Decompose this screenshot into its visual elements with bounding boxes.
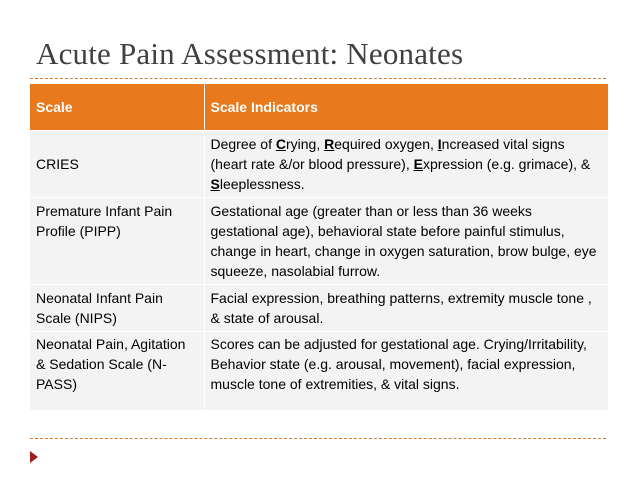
title-divider: [30, 78, 606, 79]
indicator-text: rying,: [286, 136, 325, 152]
table-header-row: [30, 84, 608, 131]
indicator-highlight-letter: C: [275, 136, 286, 152]
table-row: [30, 285, 608, 332]
indicator-highlight-letter: R: [324, 136, 335, 152]
scale-name: Neonatal Infant Pain Scale (NIPS): [30, 285, 204, 332]
scale-indicators: Scores can be adjusted for gestational age. Crying/Irritability, Behavior state (e.g. arousal, movement), facial expression, muscle tone of extremities, & vital signs.: [204, 332, 608, 411]
indicator-highlight-letter: S: [210, 176, 220, 192]
bottom-divider: [30, 438, 606, 439]
scale-name: Premature Infant Pain Profile (PIPP): [30, 198, 204, 285]
scale-name: Neonatal Pain, Agitation & Sedation Scale (N-PASS): [30, 332, 204, 411]
triangle-bullet-icon: [30, 451, 38, 463]
indicator-text: equired oxygen,: [334, 136, 438, 152]
indicator-text: leeplessness.: [219, 176, 305, 192]
scale-name: CRIES: [30, 131, 204, 198]
scale-indicators: [204, 131, 608, 198]
scale-indicators: Facial expression, breathing patterns, extremity muscle tone , & state of arousal.: [204, 285, 608, 332]
header-scale-indicators: Scale Indicators: [204, 84, 608, 131]
header-scale: Scale: [30, 84, 204, 131]
slide-title: Acute Pain Assessment: Neonates: [36, 36, 464, 71]
table-row: [30, 131, 608, 198]
pain-assessment-table: [30, 84, 608, 411]
indicator-highlight-letter: I: [437, 136, 442, 152]
table-row: [30, 332, 608, 411]
indicator-text: xpression (e.g. grimace), &: [422, 156, 591, 172]
indicator-text: ncreased vital signs (heart rate &/or blood pressure),: [210, 136, 565, 172]
table-row: [30, 198, 608, 285]
indicator-highlight-letter: E: [413, 156, 423, 172]
indicator-text: Degree of: [210, 136, 276, 152]
scale-indicators: Gestational age (greater than or less than 36 weeks gestational age), behavioral state before painful stimulus, change in heart, change in oxygen saturation, brow bulge, eye squeeze, nasolabial furrow.: [204, 198, 608, 285]
